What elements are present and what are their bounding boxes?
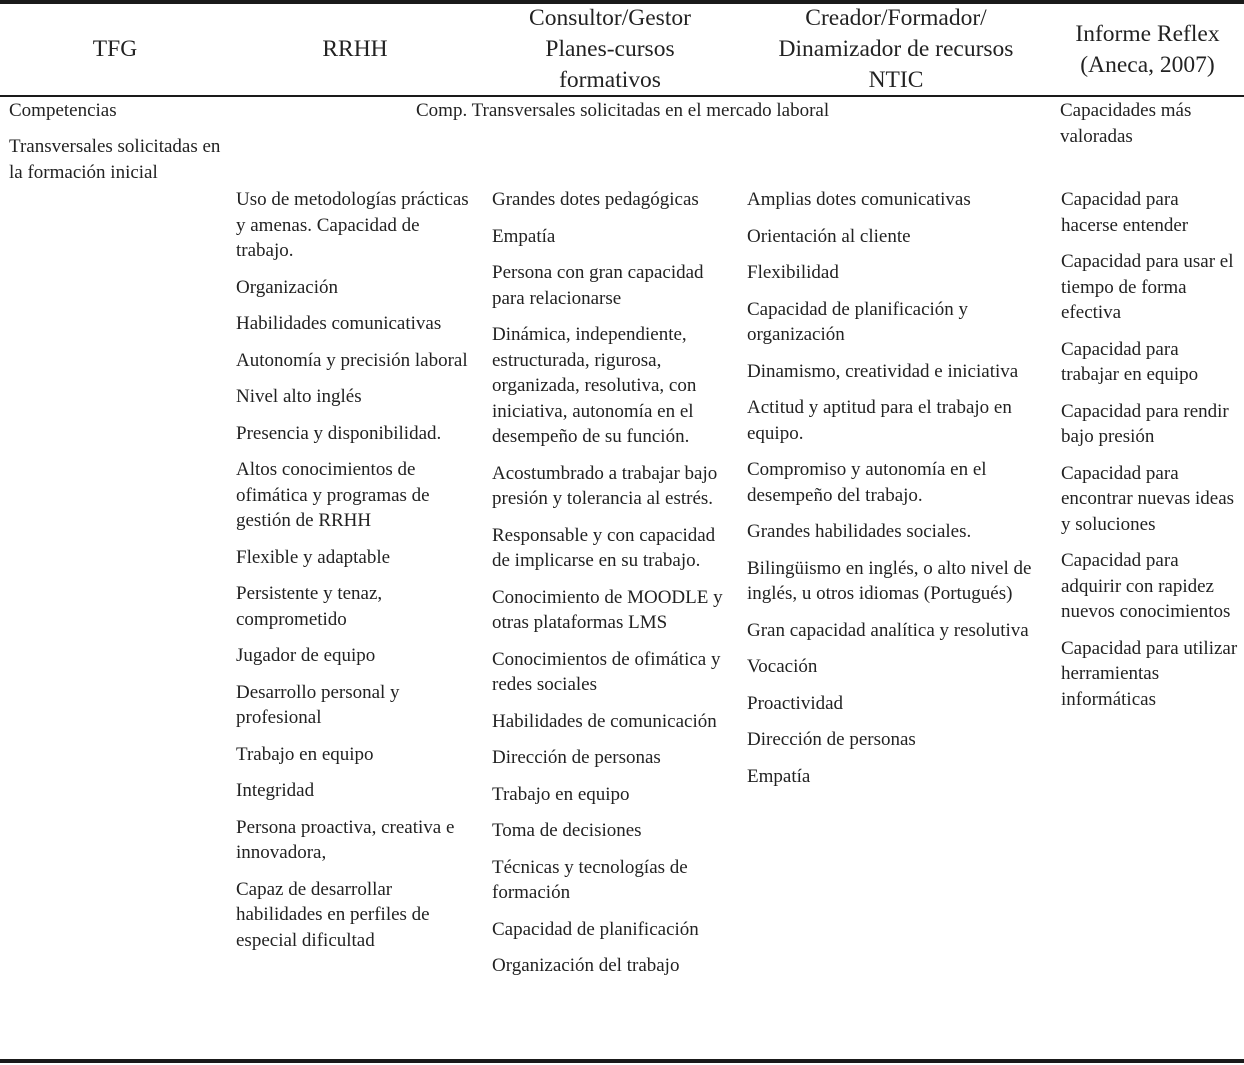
list-item: Persona proactiva, creativa e innovadora, — [236, 816, 455, 863]
list-item: Responsable y con capacidad de implicarse en su trabajo. — [492, 524, 716, 571]
subheader-tfg-1: Competencias — [9, 100, 117, 121]
list-item: Empatía — [492, 225, 556, 247]
header-rule — [0, 95, 1244, 97]
list-item: Compromiso y autonomía en el desempeño del trabajo. — [747, 459, 987, 506]
list-item: Dinámica, independiente, estructurada, rigurosa, organizada, resolutiva, con iniciativa, autonomía en el desempeño de su función. — [492, 324, 697, 447]
list-item: Capacidad para usar el tiempo de forma efectiva — [1061, 251, 1234, 323]
list-item: Presencia y disponibilidad. — [236, 422, 442, 444]
column-rrhh — [236, 187, 481, 964]
list-item: Capacidad para adquirir con rapidez nuevos conocimientos — [1061, 550, 1231, 622]
list-item: Persistente y tenaz, comprometido — [236, 583, 383, 630]
list-item: Persona con gran capacidad para relacionarse — [492, 262, 704, 309]
list-item: Conocimiento de MOODLE y otras plataformas LMS — [492, 586, 723, 633]
list-item: Capacidad para hacerse entender — [1061, 189, 1189, 236]
list-item: Nivel alto inglés — [236, 386, 362, 407]
list-item: Dirección de personas — [747, 729, 916, 750]
column-ntic — [747, 187, 1047, 800]
list-item: Flexible y adaptable — [236, 546, 391, 568]
header-tfg: TFG — [92, 36, 138, 62]
list-item: Proactividad — [747, 692, 844, 714]
list-item: Amplias dotes comunicativas — [747, 189, 971, 210]
list-item: Dirección de personas — [492, 747, 661, 768]
list-item: Capacidad de planificación — [492, 918, 699, 940]
list-item: Grandes dotes pedagógicas — [492, 189, 699, 210]
list-item: Empatía — [747, 765, 811, 787]
list-item: Capaz de desarrollar habilidades en perfiles de especial dificultad — [236, 878, 430, 951]
table-bottom-rule — [0, 1059, 1244, 1063]
list-item: Organización del trabajo — [492, 955, 680, 976]
list-item: Gran capacidad analítica y resolutiva — [747, 619, 1029, 641]
list-item: Conocimientos de ofimática y redes sociales — [492, 648, 721, 695]
list-item: Toma de decisiones — [492, 820, 642, 841]
subheader-tfg-2: Transversales solicitadas en la formación inicial — [9, 136, 221, 183]
list-item: Desarrollo personal y profesional — [236, 681, 400, 728]
list-item: Uso de metodologías prácticas y amenas. Capacidad de trabajo. — [236, 189, 469, 261]
list-item: Orientación al cliente — [747, 225, 911, 247]
header-ntic: Creador/Formador/ Dinamizador de recursos NTIC — [778, 5, 1014, 93]
list-item: Jugador de equipo — [236, 645, 376, 666]
column-reflex — [1061, 187, 1239, 723]
list-item: Vocación — [747, 656, 818, 677]
list-item: Habilidades de comunicación — [492, 710, 717, 732]
list-item: Actitud y aptitud para el trabajo en equipo. — [747, 397, 1012, 444]
subheader-market: Comp. Transversales solicitadas en el mercado laboral — [416, 100, 830, 121]
list-item: Capacidad para rendir bajo presión — [1061, 400, 1229, 447]
header-rrhh: RRHH — [322, 36, 388, 62]
list-item: Dinamismo, creatividad e iniciativa — [747, 360, 1019, 382]
list-item: Flexibilidad — [747, 262, 839, 283]
list-item: Capacidad para utilizar herramientas informáticas — [1061, 637, 1238, 710]
list-item: Grandes habilidades sociales. — [747, 521, 972, 542]
list-item: Capacidad para encontrar nuevas ideas y soluciones — [1061, 462, 1235, 535]
list-item: Capacidad de planificación y organización — [747, 298, 969, 345]
subheader-reflex: Capacidades más valoradas — [1060, 100, 1192, 147]
list-item: Técnicas y tecnologías de formación — [492, 856, 688, 903]
list-item: Integridad — [236, 780, 315, 801]
list-item: Trabajo en equipo — [236, 743, 374, 765]
header-reflex: Informe Reflex (Aneca, 2007) — [1075, 20, 1220, 78]
list-item: Capacidad para trabajar en equipo — [1061, 338, 1199, 385]
list-item: Habilidades comunicativas — [236, 313, 442, 334]
list-item: Acostumbrado a trabajar bajo presión y tolerancia al estrés. — [492, 462, 718, 509]
list-item: Autonomía y precisión laboral — [236, 349, 468, 371]
header-consultor: Consultor/Gestor Planes-cursos formativos — [529, 5, 691, 93]
column-consultor — [492, 187, 732, 990]
list-item: Bilingüismo en inglés, o alto nivel de inglés, u otros idiomas (Portugués) — [747, 557, 1032, 604]
list-item: Trabajo en equipo — [492, 783, 630, 805]
list-item: Organización — [236, 276, 338, 298]
list-item: Altos conocimientos de ofimática y programas de gestión de RRHH — [236, 459, 430, 531]
